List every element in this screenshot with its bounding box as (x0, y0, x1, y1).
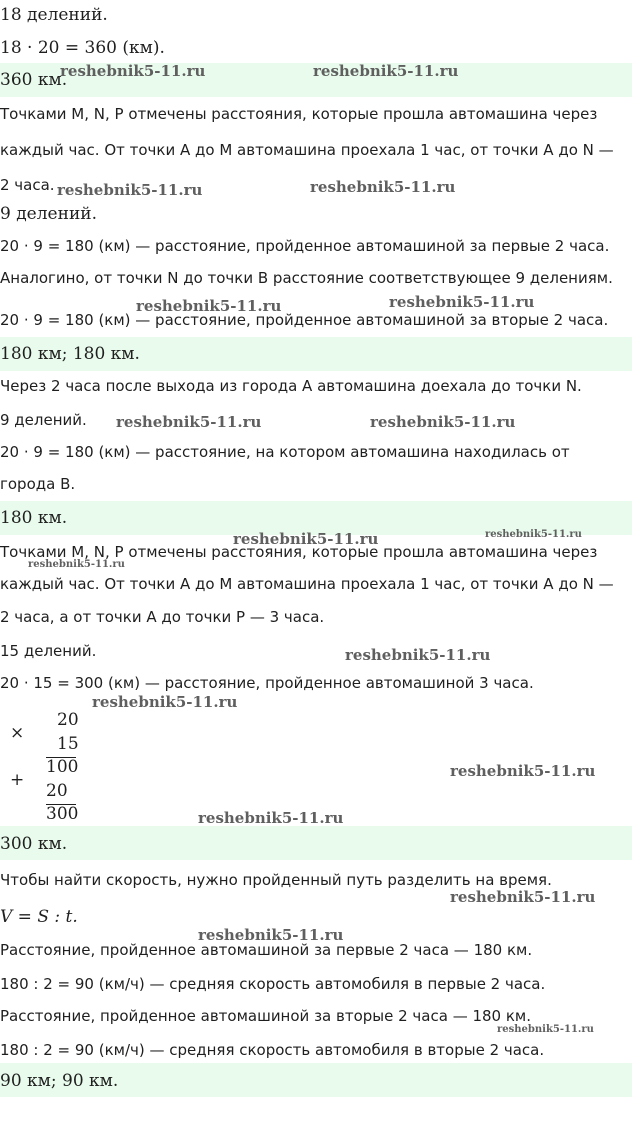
text-line: Через 2 часа после выхода из города A автомашина доехала до точки N. (0, 377, 582, 395)
factor-b: 15 (57, 734, 79, 754)
watermark: reshebnik5-11.ru (198, 809, 344, 827)
watermark: reshebnik5-11.ru (310, 178, 456, 196)
text-line: 15 делений. (0, 642, 97, 660)
text-line: каждый час. От точки A до M автомашина проехала 1 час, от точки A до N — (0, 575, 614, 593)
watermark: reshebnik5-11.ru (57, 181, 203, 199)
text-line: Точками M, N, P отмечены расстояния, которые прошла автомашина через (0, 543, 598, 561)
watermark: reshebnik5-11.ru (116, 413, 262, 431)
text-line: каждый час. От точки A до M автомашина проехала 1 час, от точки A до N — (0, 141, 614, 159)
text-line: 9 делений. (0, 411, 87, 429)
watermark: reshebnik5-11.ru (60, 62, 206, 80)
watermark: reshebnik5-11.ru (485, 529, 582, 540)
text-line: 18 делений. (0, 5, 108, 25)
formula-line: V = S : t. (0, 907, 78, 927)
text-line: 18 · 20 = 360 (км). (0, 38, 165, 58)
watermark: reshebnik5-11.ru (389, 293, 535, 311)
text-line: 180 : 2 = 90 (км/ч) — средняя скорость автомобиля в вторые 2 часа. (0, 1041, 545, 1059)
answer-line: 90 км; 90 км. (0, 1071, 119, 1091)
watermark: reshebnik5-11.ru (450, 888, 596, 906)
watermark: reshebnik5-11.ru (198, 926, 344, 944)
watermark: reshebnik5-11.ru (497, 1024, 594, 1035)
watermark: reshebnik5-11.ru (28, 559, 125, 570)
watermark: reshebnik5-11.ru (345, 646, 491, 664)
partial-product-1: 100 (46, 757, 79, 777)
watermark: reshebnik5-11.ru (370, 413, 516, 431)
partial-product-2: 20 (46, 781, 68, 801)
text-line: 20 · 9 = 180 (км) — расстояние, на котором автомашина находилась от (0, 443, 570, 461)
text-line: Точками M, N, P отмечены расстояния, которые прошла автомашина через (0, 105, 598, 123)
product-result: 300 (46, 804, 79, 824)
text-line: Расстояние, пройденное автомашиной за вторые 2 часа — 180 км. (0, 1007, 531, 1025)
answer-line: 180 км; 180 км. (0, 344, 140, 364)
text-line: 9 делений. (0, 204, 98, 224)
text-line: 180 : 2 = 90 (км/ч) — средняя скорость автомобиля в первые 2 часа. (0, 975, 546, 993)
watermark: reshebnik5-11.ru (450, 762, 596, 780)
answer-band (0, 826, 632, 860)
text-line: 2 часа. (0, 176, 55, 194)
answer-line: 360 км. (0, 70, 68, 90)
watermark: reshebnik5-11.ru (313, 62, 459, 80)
text-line: 20 · 9 = 180 (км) — расстояние, пройденное автомашиной за вторые 2 часа. (0, 311, 609, 329)
text-line: Чтобы найти скорость, нужно пройденный путь разделить на время. (0, 871, 552, 889)
answer-line: 180 км. (0, 508, 68, 528)
times-sign: × (10, 723, 25, 743)
text-line: Аналогино, от точки N до точки B расстояние соответствующее 9 делениям. (0, 269, 613, 287)
watermark: reshebnik5-11.ru (92, 693, 238, 711)
text-line: Расстояние, пройденное автомашиной за первые 2 часа — 180 км. (0, 941, 533, 959)
text-line: 20 · 15 = 300 (км) — расстояние, пройденное автомашиной 3 часа. (0, 674, 534, 692)
text-line: 20 · 9 = 180 (км) — расстояние, пройденное автомашиной за первые 2 часа. (0, 237, 610, 255)
plus-sign: + (10, 770, 25, 790)
factor-a: 20 (57, 710, 79, 730)
watermark: reshebnik5-11.ru (233, 530, 379, 548)
text-line: 2 часа, а от точки A до точки P — 3 часа. (0, 608, 325, 626)
watermark: reshebnik5-11.ru (136, 297, 282, 315)
answer-line: 300 км. (0, 834, 68, 854)
text-line: города B. (0, 475, 76, 493)
